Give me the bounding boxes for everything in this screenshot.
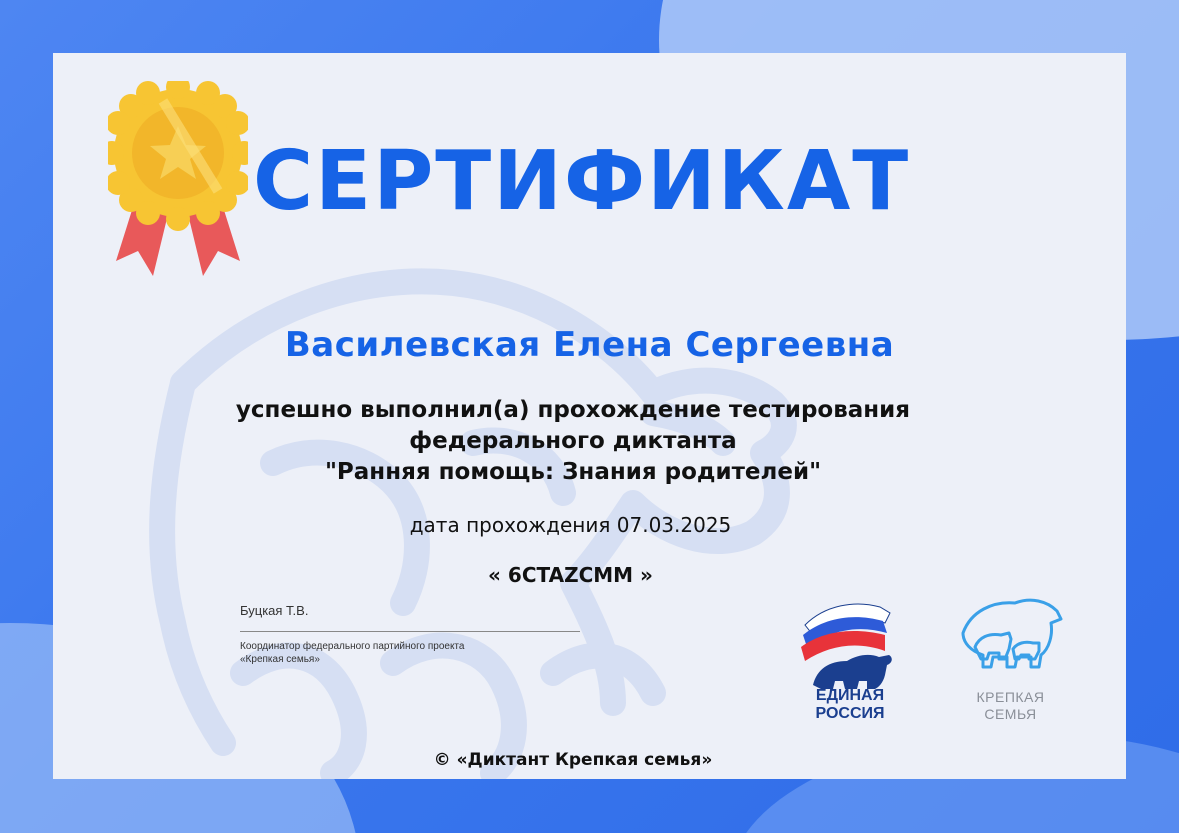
achievement-description — [53, 395, 1093, 488]
bear-watermark-icon — [93, 203, 813, 779]
copyright-footer: © «Диктант Крепкая семья» — [433, 750, 713, 770]
recipient-name: Василевская Елена Сергеевна — [284, 325, 895, 365]
completion-date: дата прохождения 07.03.2025 — [409, 513, 732, 537]
description-line: успешно выполнил(а) прохождение тестирования — [235, 397, 911, 423]
certificate-title: СЕРТИФИКАТ — [253, 134, 911, 229]
party-name-line: РОССИЯ — [815, 705, 885, 722]
united-russia-wordmark — [795, 687, 905, 723]
bears-family-icon — [953, 593, 1068, 678]
description-line: "Ранняя помощь: Знания родителей" — [324, 459, 822, 485]
project-name-line: КРЕПКАЯ — [976, 689, 1045, 705]
krepkaya-semya-wordmark — [948, 689, 1073, 723]
signer-name: Буцкая Т.В. — [240, 603, 309, 618]
signer-role: Координатор федерального партийного проекта «Крепкая семья» — [240, 641, 465, 665]
certificate-card — [53, 53, 1126, 779]
certificate-code: « 6CTAZCMM » — [488, 563, 653, 587]
party-name-line: ЕДИНАЯ — [815, 687, 885, 704]
signature-line — [240, 631, 580, 632]
award-medal-icon — [108, 81, 248, 281]
project-name-line: СЕМЬЯ — [984, 706, 1037, 722]
description-line: федерального диктанта — [409, 428, 737, 454]
